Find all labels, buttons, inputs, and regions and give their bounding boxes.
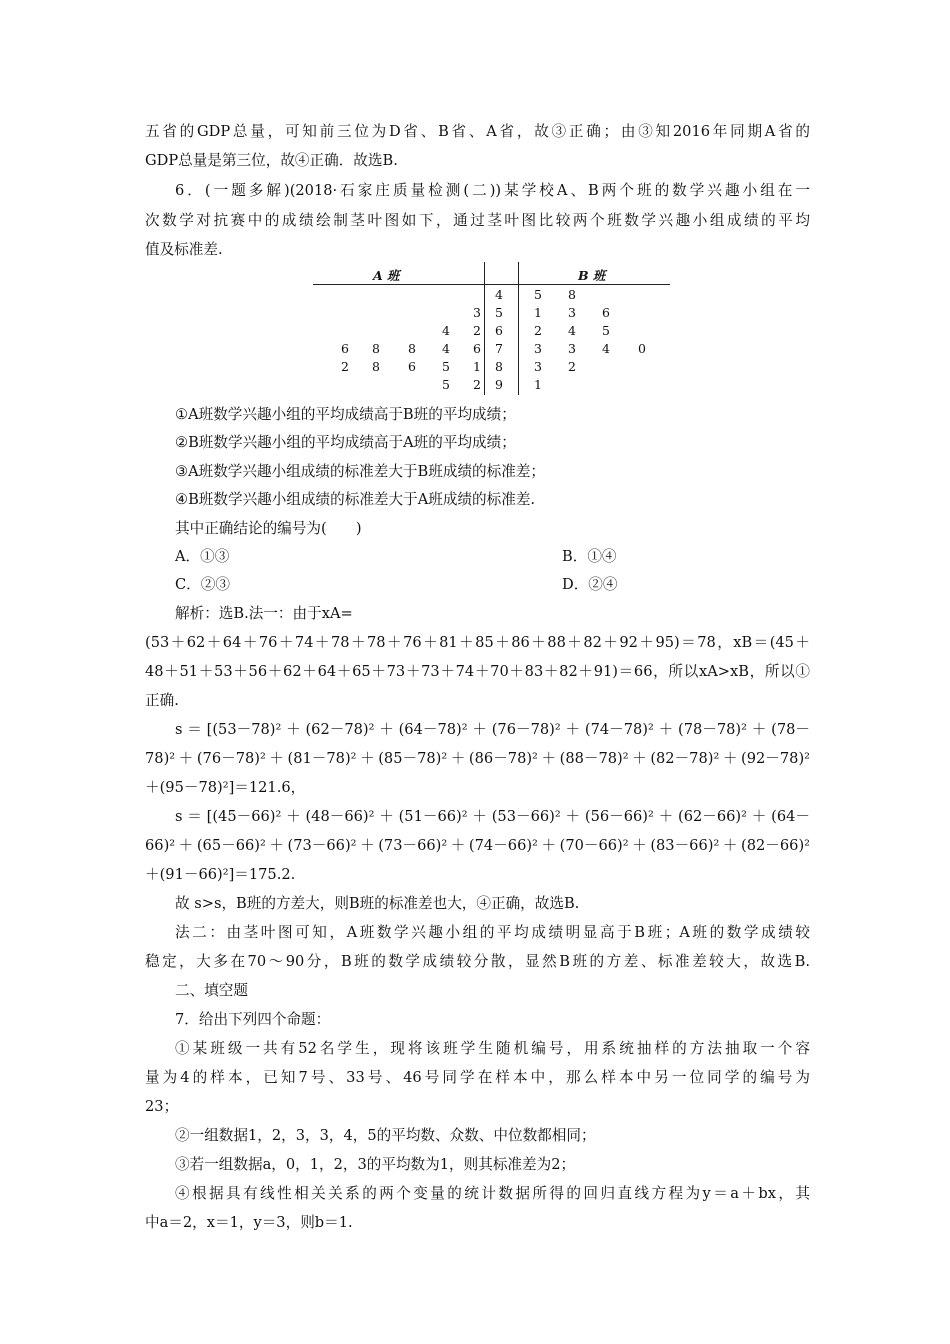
text-line: 故 s>s，B班的方差大，则B班的标准差也大，④正确，故选B.	[175, 895, 580, 912]
leaf-class-a: 6	[408, 359, 416, 374]
leaf-class-b: 2	[568, 359, 576, 374]
text-line: 次数学对抗赛中的成绩绘制茎叶图如下，通过茎叶图比较两个班数学兴趣小组成绩的平均	[145, 212, 810, 229]
leaf-class-a: 1	[473, 359, 481, 374]
stem-value: 9	[495, 377, 503, 392]
proposition-4: ④根据具有线性相关关系的两个变量的统计数据所得的回归直线方程为y＝a＋bx，其	[175, 1185, 810, 1202]
leaf-class-b: 4	[602, 341, 610, 356]
stem-leaf-row	[313, 377, 670, 395]
statement-3: ③A班数学兴趣小组成绩的标准差大于B班成绩的标准差；	[175, 463, 546, 480]
leaf-class-a: 2	[341, 359, 349, 374]
option-a: A．①③	[175, 548, 230, 565]
leaf-class-b: 3	[568, 305, 576, 320]
leaf-class-b: 5	[534, 287, 542, 302]
stem-leaf-row	[313, 287, 670, 305]
text-line: 66)²＋(65－66)²＋(73－66)²＋(73－66)²＋(74－66)²＋(70－66)²＋(83－66)²＋(82－66)²	[145, 837, 810, 854]
stem-value: 5	[495, 305, 503, 320]
leaf-class-b: 5	[602, 323, 610, 338]
leaf-class-b: 2	[534, 323, 542, 338]
question-prompt: 其中正确结论的编号为( )	[175, 520, 362, 537]
leaf-class-a: 4	[442, 341, 450, 356]
stem-leaf-row	[313, 305, 670, 323]
leaf-class-b: 6	[602, 305, 610, 320]
stem-value: 7	[495, 341, 503, 356]
leaf-class-a: 8	[372, 341, 380, 356]
text-line: (53＋62＋64＋76＋74＋78＋78＋76＋81＋85＋86＋88＋82＋92＋95)＝78，xB＝(45＋	[145, 634, 810, 651]
text-line: 48＋51＋53＋56＋62＋64＋65＋73＋73＋74＋70＋83＋82＋91)＝66，所以xA>xB，所以①	[145, 663, 810, 680]
stem-leaf-row	[313, 341, 670, 359]
question-7-line: 7．给出下列四个命题：	[175, 1011, 331, 1028]
leaf-class-a: 6	[473, 341, 481, 356]
leaf-class-a: 8	[372, 359, 380, 374]
leaf-class-b: 8	[568, 287, 576, 302]
leaf-class-a: 5	[442, 359, 450, 374]
proposition-2: ②一组数据1，2，3，3，4，5的平均数、众数、中位数都相同；	[175, 1127, 596, 1144]
stem-value: 4	[495, 287, 503, 302]
option-d: D．②④	[562, 576, 618, 593]
option-c: C．②③	[175, 576, 230, 593]
stem-leaf-row	[313, 359, 670, 377]
leaf-class-a: 2	[473, 377, 481, 392]
leaf-class-a: 8	[408, 341, 416, 356]
stem-leaf-row	[313, 323, 670, 341]
text-line: 量为4的样本，已知7号、33号、46号同学在样本中，那么样本中另一位同学的编号为	[145, 1069, 810, 1086]
section-heading: 二、填空题	[175, 982, 248, 999]
method-2-line: 法二：由茎叶图可知，A班数学兴趣小组的平均成绩明显高于B班；A班的数学成绩较	[175, 924, 810, 941]
proposition-1: ①某班级一共有52名学生，现将该班学生随机编号，用系统抽样的方法抽取一个容	[175, 1040, 810, 1057]
text-line: 23；	[145, 1098, 179, 1115]
header-class-b: B 班	[578, 268, 606, 283]
stem-value: 8	[495, 359, 503, 374]
header-rule	[313, 284, 670, 285]
text-line: 稳定，大多在70～90分，B班的数学成绩较分散，显然B班的方差、标准差较大，故选B.	[145, 953, 810, 970]
stem-leaf-table	[313, 262, 670, 395]
solution-intro: 解析：选B.法一：由于xA=	[175, 605, 353, 622]
text-line: ＋(91－66)²]＝175.2.	[145, 866, 296, 883]
statement-4: ④B班数学兴趣小组成绩的标准差大于A班成绩的标准差.	[175, 491, 536, 508]
header-class-a: A 班	[373, 268, 400, 283]
leaf-class-b: 3	[534, 359, 542, 374]
statement-2: ②B班数学兴趣小组的平均成绩高于A班的平均成绩；	[175, 434, 516, 451]
option-b: B．①④	[562, 548, 617, 565]
text-line: 78)²＋(76－78)²＋(81－78)²＋(85－78)²＋(86－78)²＋(88－78)²＋(82－78)²＋(92－78)²	[145, 750, 810, 767]
leaf-class-b: 3	[568, 341, 576, 356]
leaf-class-a: 2	[473, 323, 481, 338]
text-line: 正确.	[145, 692, 179, 709]
leaf-class-b: 4	[568, 323, 576, 338]
leaf-class-a: 6	[341, 341, 349, 356]
text-line: s＝[(53－78)²＋(62－78)²＋(64－78)²＋(76－78)²＋(74－78)²＋(78－78)²＋(78－	[175, 721, 810, 738]
leaf-class-b: 3	[534, 341, 542, 356]
leaf-class-b: 1	[534, 305, 542, 320]
question-6-line: 6．(一题多解)(2018·石家庄质量检测(二))某学校A、B两个班的数学兴趣小组在一	[175, 182, 810, 199]
text-line: s＝[(45－66)²＋(48－66)²＋(51－66)²＋(53－66)²＋(56－66)²＋(62－66)²＋(64－	[175, 808, 810, 825]
leaf-class-a: 4	[442, 323, 450, 338]
statement-1: ①A班数学兴趣小组的平均成绩高于B班的平均成绩；	[175, 406, 516, 423]
leaf-class-a: 5	[442, 377, 450, 392]
text-line: 值及标准差.	[145, 241, 223, 258]
stem-value: 6	[495, 323, 503, 338]
text-line: 中a＝2，x＝1，y＝3，则b＝1.	[145, 1214, 353, 1231]
text-line: GDP总量是第三位，故④正确．故选B.	[145, 152, 398, 169]
leaf-class-a: 3	[473, 305, 481, 320]
leaf-class-b: 0	[638, 341, 646, 356]
text-line: 五省的GDP总量，可知前三位为D省、B省、A省，故③正确；由③知2016年同期A省的	[145, 123, 810, 140]
proposition-3: ③若一组数据a，0，1，2，3的平均数为1，则其标准差为2；	[175, 1156, 576, 1173]
text-line: ＋(95－78)²]＝121.6，	[145, 779, 306, 796]
leaf-class-b: 1	[534, 377, 542, 392]
